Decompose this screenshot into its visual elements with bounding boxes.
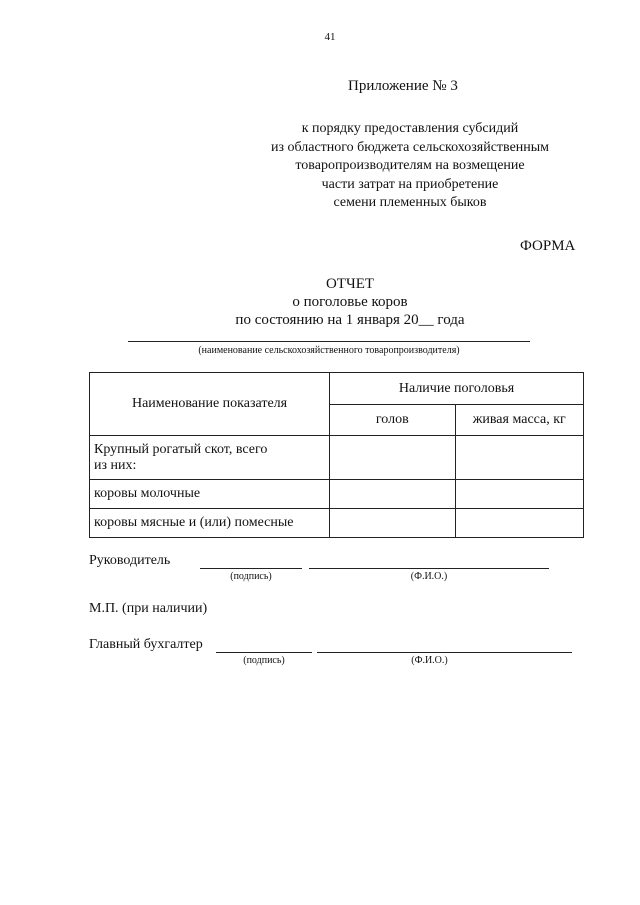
row-label: коровы молочные [90, 480, 330, 509]
appendix-title: Приложение № 3 [348, 78, 458, 94]
order-line: семени племенных быков [333, 195, 487, 210]
cell-heads [330, 480, 455, 509]
report-subtitle: о поголовье коров [292, 294, 408, 310]
row-label: коровы мясные и (или) помесные [90, 509, 330, 538]
table-row [90, 509, 584, 538]
header-livestock-group: Наличие поголовья [330, 373, 584, 405]
report-heading [180, 275, 520, 329]
accountant-name-caption: (Ф.И.О.) [411, 655, 448, 666]
table-row [90, 480, 584, 509]
stamp-label: М.П. (при наличии) [89, 601, 208, 616]
cell-weight [455, 436, 583, 480]
header-indicator: Наименование показателя [90, 373, 330, 436]
header-live-weight: живая масса, кг [455, 405, 583, 436]
table-header-row [90, 373, 584, 405]
cell-heads [330, 509, 455, 538]
accountant-signature-caption: (подпись) [243, 655, 285, 666]
order-line: товаропроизводителям на возмещение [295, 158, 525, 173]
head-name-caption: (Ф.И.О.) [410, 571, 448, 582]
report-date-line: по состоянию на 1 января 20__ года [235, 312, 465, 328]
order-line: части затрат на приобретение [321, 176, 499, 192]
table-row [90, 436, 584, 480]
head-signature-caption: (подпись) [230, 571, 272, 582]
head-label: Руководитель [89, 553, 171, 568]
page-number: 41 [324, 31, 336, 43]
form-label: ФОРМА [520, 238, 576, 254]
row-label-line: из них: [94, 457, 137, 473]
row-label [90, 436, 330, 480]
order-line: из областного бюджета сельскохозяйственным [270, 139, 550, 155]
accountant-label: Главный бухгалтер [89, 637, 203, 652]
producer-name-line [128, 341, 530, 342]
header-heads: голов [330, 405, 455, 436]
order-reference [240, 120, 580, 213]
row-label-line: Крупный рогатый скот, всего [94, 441, 268, 457]
accountant-signature-line [216, 652, 312, 653]
report-title: ОТЧЕТ [325, 276, 375, 292]
producer-name-caption: (наименование сельскохозяйственного товаропроизводителя) [198, 345, 460, 356]
cell-weight [455, 480, 583, 509]
accountant-name-line [317, 652, 572, 653]
cell-weight [455, 509, 583, 538]
cell-heads [330, 436, 455, 480]
head-signature-line [200, 568, 302, 569]
order-line: к порядку предоставления субсидий [301, 121, 519, 136]
livestock-table [89, 372, 584, 538]
head-name-line [309, 568, 549, 569]
